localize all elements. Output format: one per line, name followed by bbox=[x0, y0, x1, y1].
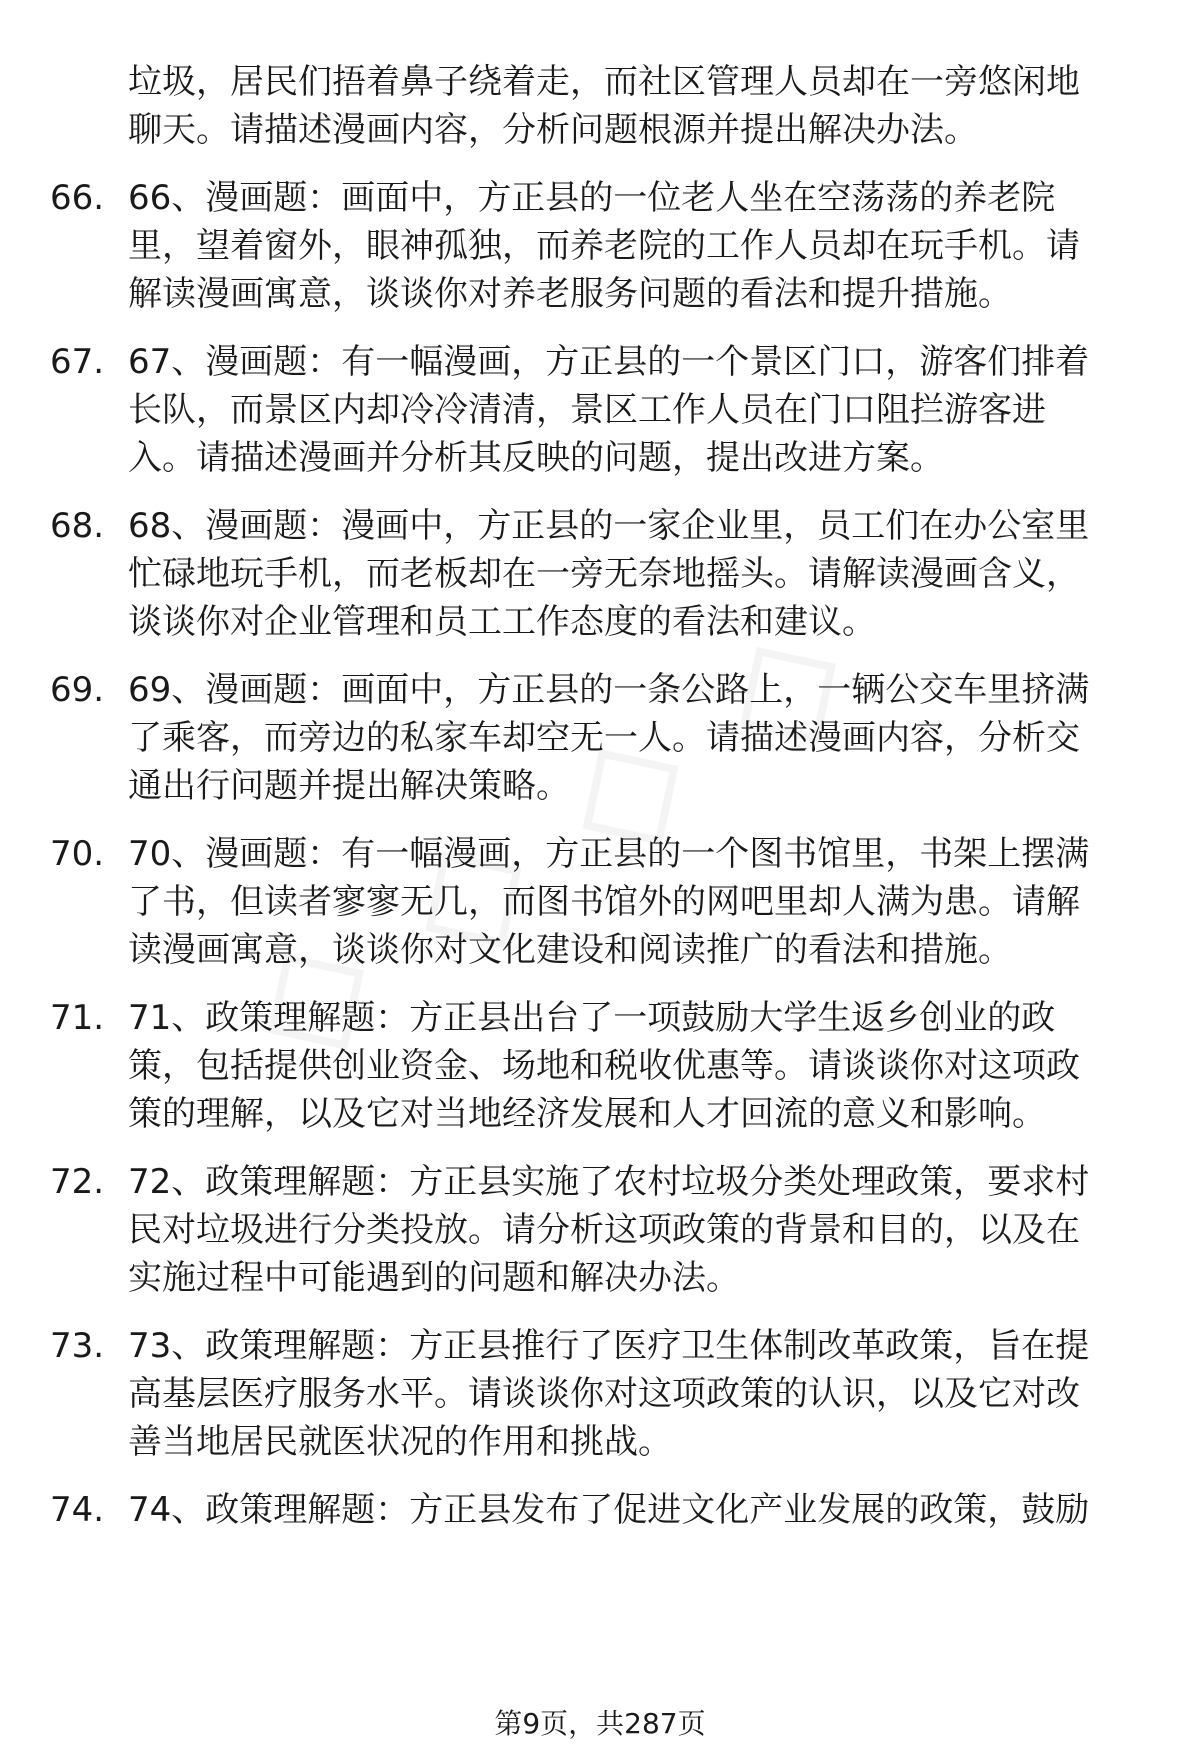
text-line: 垃圾，居民们捂着鼻子绕着走，而社区管理人员却在一旁悠闲地 bbox=[128, 62, 1080, 102]
item-text bbox=[128, 174, 1148, 318]
item-number: 70. bbox=[50, 834, 105, 874]
text-line: 了书，但读者寥寥无几，而图书馆外的网吧里却人满为患。请解 bbox=[128, 882, 1080, 922]
item-text bbox=[128, 338, 1148, 482]
text-line: 66、漫画题：画面中，方正县的一位老人坐在空荡荡的养老院 bbox=[128, 178, 1056, 218]
text-line: 里，望着窗外，眼神孤独，而养老院的工作人员却在玩手机。请 bbox=[128, 226, 1080, 266]
text-line: 通出行问题并提出解决策略。 bbox=[128, 766, 570, 806]
item-number: 72. bbox=[50, 1162, 105, 1202]
item-text bbox=[128, 666, 1148, 810]
page-footer: 第9页，共287页 bbox=[494, 1707, 706, 1740]
text-line: 70、漫画题：有一幅漫画，方正县的一个图书馆里，书架上摆满 bbox=[128, 834, 1090, 874]
item-text bbox=[128, 1486, 1148, 1534]
text-line: 74、政策理解题：方正县发布了促进文化产业发展的政策，鼓励 bbox=[128, 1490, 1090, 1530]
text-line: 68、漫画题：漫画中，方正县的一家企业里，员工们在办公室里 bbox=[128, 506, 1090, 546]
text-line: 读漫画寓意，谈谈你对文化建设和阅读推广的看法和措施。 bbox=[128, 930, 1012, 970]
item-text bbox=[128, 994, 1148, 1138]
text-line: 了乘客，而旁边的私家车却空无一人。请描述漫画内容，分析交 bbox=[128, 718, 1080, 758]
text-line: 入。请描述漫画并分析其反映的问题，提出改进方案。 bbox=[128, 438, 944, 478]
item-number: 73. bbox=[50, 1326, 105, 1366]
text-line: 69、漫画题：画面中，方正县的一条公路上，一辆公交车里挤满 bbox=[128, 670, 1090, 710]
text-line: 高基层医疗服务水平。请谈谈你对这项政策的认识，以及它对改 bbox=[128, 1374, 1080, 1414]
text-line: 聊天。请描述漫画内容，分析问题根源并提出解决办法。 bbox=[128, 110, 978, 150]
item-number: 67. bbox=[50, 342, 105, 382]
item-text bbox=[128, 1322, 1148, 1466]
item-text bbox=[128, 1158, 1148, 1302]
text-line: 长队，而景区内却冷冷清清，景区工作人员在门口阻拦游客进 bbox=[128, 390, 1046, 430]
text-line: 73、政策理解题：方正县推行了医疗卫生体制改革政策，旨在提 bbox=[128, 1326, 1090, 1366]
text-line: 解读漫画寓意，谈谈你对养老服务问题的看法和提升措施。 bbox=[128, 274, 1012, 314]
text-line: 实施过程中可能遇到的问题和解决办法。 bbox=[128, 1258, 740, 1298]
continuation-paragraph bbox=[128, 58, 1148, 154]
text-line: 67、漫画题：有一幅漫画，方正县的一个景区门口，游客们排着 bbox=[128, 342, 1090, 382]
text-line: 策，包括提供创业资金、场地和税收优惠等。请谈谈你对这项政 bbox=[128, 1046, 1080, 1086]
item-number: 68. bbox=[50, 506, 105, 546]
text-line: 71、政策理解题：方正县出台了一项鼓励大学生返乡创业的政 bbox=[128, 998, 1056, 1038]
item-number: 71. bbox=[50, 998, 105, 1038]
item-text bbox=[128, 830, 1148, 974]
text-line: 谈谈你对企业管理和员工工作态度的看法和建议。 bbox=[128, 602, 876, 642]
item-number: 74. bbox=[50, 1490, 105, 1530]
text-line: 民对垃圾进行分类投放。请分析这项政策的背景和目的，以及在 bbox=[128, 1210, 1080, 1250]
item-text bbox=[128, 502, 1148, 646]
text-line: 善当地居民就医状况的作用和挑战。 bbox=[128, 1422, 672, 1462]
text-line: 策的理解，以及它对当地经济发展和人才回流的意义和影响。 bbox=[128, 1094, 1046, 1134]
text-line: 忙碌地玩手机，而老板却在一旁无奈地摇头。请解读漫画含义， bbox=[128, 554, 1080, 594]
text-line: 72、政策理解题：方正县实施了农村垃圾分类处理政策，要求村 bbox=[128, 1162, 1090, 1202]
item-number: 69. bbox=[50, 670, 105, 710]
item-number: 66. bbox=[50, 178, 105, 218]
